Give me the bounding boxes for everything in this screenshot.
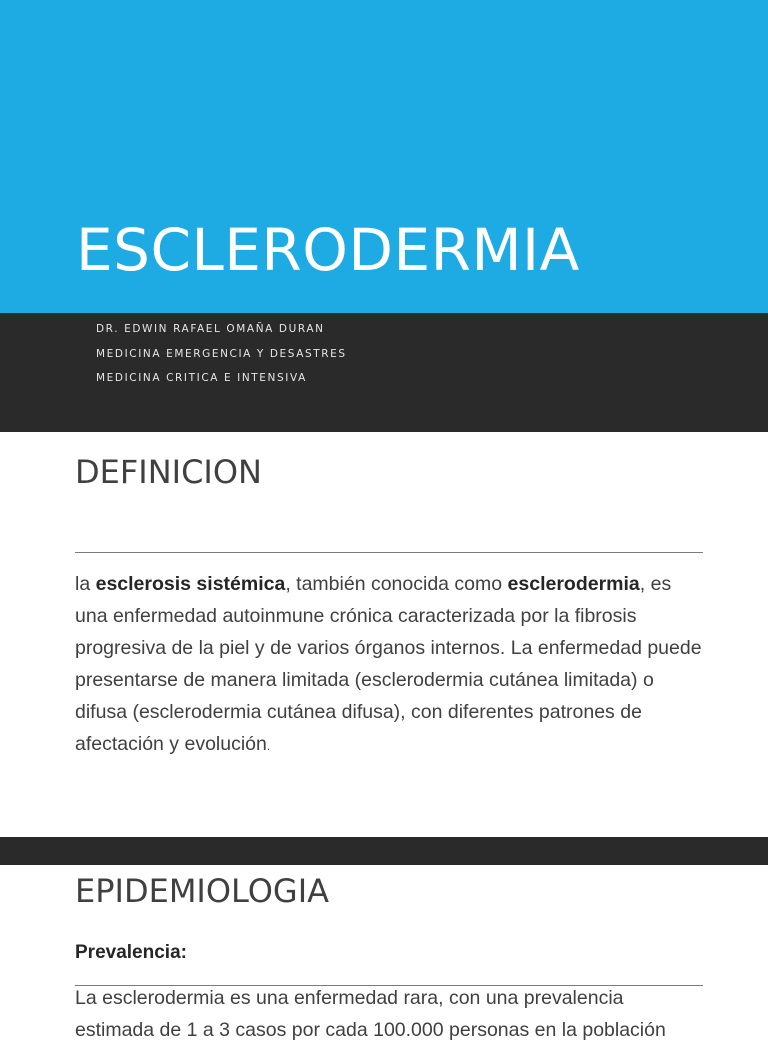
prevalence-subheading: Prevalencia: [75,942,187,963]
author-specialty-2: MEDICINA CRITICA E INTENSIVA [96,372,307,384]
epidemiology-paragraph: La esclerodermia es una enfermedad rara, con una prevalencia estimada de 1 a 3 casos por cada 100.000 personas en la población [75,987,666,1041]
definition-text-pre: la [75,573,96,595]
term-esclerodermia: esclerodermia [507,573,640,595]
definition-text-mid: , también conocida como [285,573,508,595]
definition-text-end: . [266,739,271,753]
author-banner [0,313,768,432]
author-specialty-1: MEDICINA EMERGENCIA Y DESASTRES [96,347,347,360]
author-name: DR. EDWIN RAFAEL OMAÑA DURAN [96,323,325,335]
definition-paragraph [75,568,705,762]
definition-divider [75,552,703,553]
definition-text-post: , es una enfermedad autoinmune crónica caracterizada por la fibrosis progresiva de la piel y de varios órganos internos. La enfermedad puede presentarse de manera limitada (esclerodermia cutánea limitada) o difusa (esclerodermia cutánea difusa), con diferentes patrones de afectación y evolución [75,573,702,755]
slide-divider-band [0,837,768,865]
document-title: ESCLERODERMIA [76,216,580,284]
title-banner [0,0,768,313]
term-esclerosis-sistemica: esclerosis sistémica [95,573,286,595]
definition-heading: DEFINICION [75,453,262,491]
author-info [96,321,347,395]
epidemiology-heading: EPIDEMIOLOGIA [75,872,330,910]
